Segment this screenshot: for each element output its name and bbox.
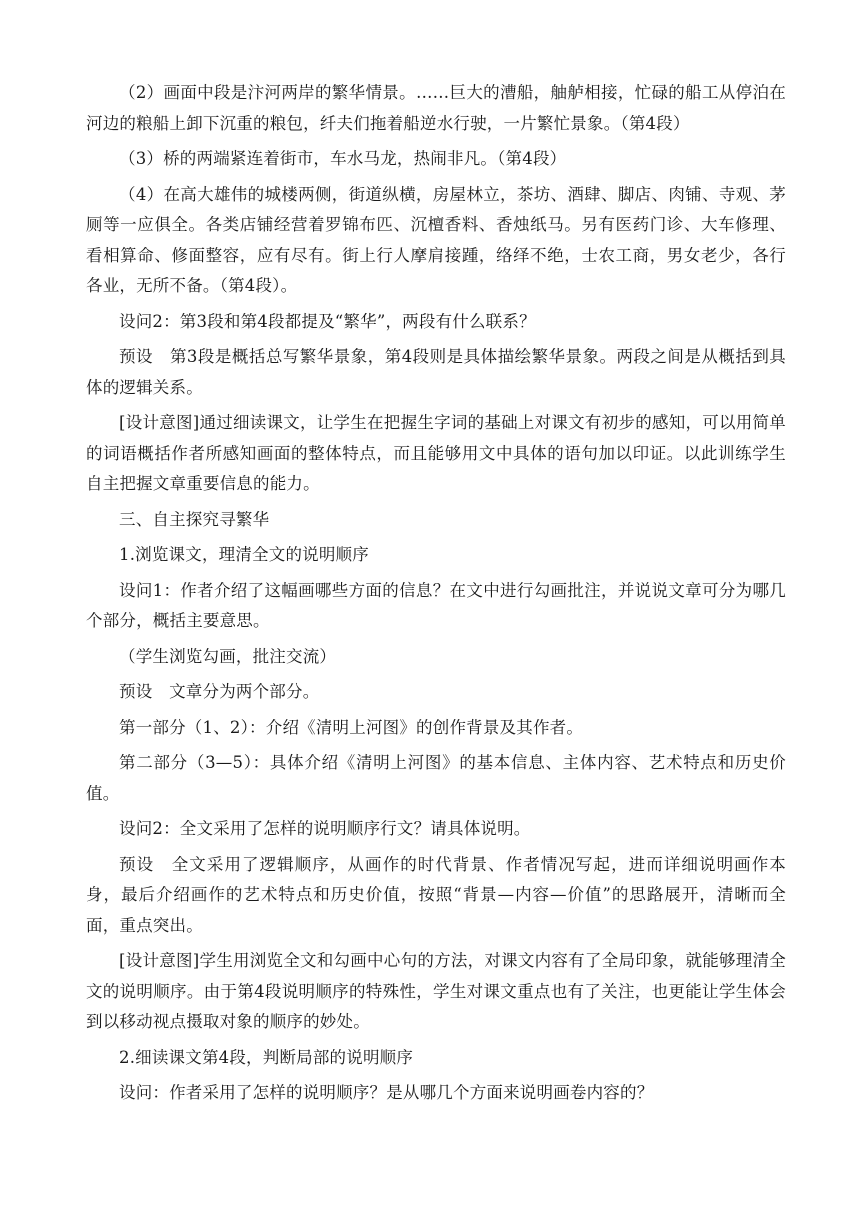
paragraph-scene-4: （4）在高大雄伟的城楼两侧，街道纵横，房屋林立，茶坊、酒肆、脚店、肉铺、寺观、茅厕等一应俱全。各类店铺经营着罗锦布匹、沉檀香料、香烛纸马。另有医药门诊、大车修理、看相算命、修面整容，应有尽有。街上行人摩肩接踵，络绎不绝，士农工商，男女老少，各行各业，无所不备。（第4段）。 [86, 184, 786, 295]
document-page [86, 78, 786, 1114]
paragraph-scene-2: （2）画面中段是汴河两岸的繁华情景。……巨大的漕船，舳舻相接，忙碌的船工从停泊在河边的粮船上卸下沉重的粮包，纤夫们拖着船逆水行驶，一片繁忙景象。（第4段） [86, 83, 786, 133]
paragraph-design-intent: [设计意图]通过细读课文，让学生在把握生字词的基础上对课文有初步的感知，可以用简单的词语概括作者所感知画面的整体特点，而且能够用文中具体的语句加以印证。以此训练学生自主把握文章重要信息的能力。 [86, 413, 786, 493]
paragraph-part-two: 第二部分（3—5）：具体介绍《清明上河图》的基本信息、主体内容、艺术特点和历史价值。 [86, 753, 786, 803]
paragraph-activity-note: （学生浏览勾画，批注交流） [119, 646, 337, 666]
paragraph-question-1: 设问1：作者介绍了这幅画哪些方面的信息？在文中进行勾画批注，并说说文章可分为哪几个部分，概括主要意思。 [86, 580, 786, 630]
paragraph-preset-order: 预设 全文采用了逻辑顺序，从画作的时代背景、作者情况写起，进而详细说明画作本身，最后介绍画作的艺术特点和历史价值，按照“背景—内容—价值”的思路展开，清晰而全面，重点突出。 [86, 854, 786, 935]
subsection-heading-1: 1.浏览课文，理清全文的说明顺序 [119, 545, 369, 564]
paragraph-question-order: 设问2：全文采用了怎样的说明顺序行文？请具体说明。 [119, 819, 531, 838]
paragraph-part-one: 第一部分（1、2）：介绍《清明上河图》的创作背景及其作者。 [119, 717, 584, 737]
paragraph-design-intent-2: [设计意图]学生用浏览全文和勾画中心句的方法，对课文内容有了全局印象，就能够理清全文的说明顺序。由于第4段说明顺序的特殊性，学生对课文重点也有了关注，也更能让学生体会到以移动视点摄取对象的顺序的妙处。 [86, 951, 786, 1031]
paragraph-scene-3: （3）桥的两端紧连着街市，车水马龙，热闹非凡。（第4段） [119, 149, 567, 168]
paragraph-preset-answer: 预设 第3段是概括总写繁华景象，第4段则是具体描绘繁华景象。两段之间是从概括到具体的逻辑关系。 [86, 347, 786, 397]
paragraph-question-2: 设问2：第3段和第4段都提及“繁华”，两段有什么联系？ [119, 311, 536, 331]
subsection-heading-2: 2.细读课文第4段，判断局部的说明顺序 [119, 1047, 414, 1067]
section-heading: 三、自主探究寻繁华 [119, 509, 270, 529]
paragraph-question-final: 设问：作者采用了怎样的说明顺序？是从哪几个方面来说明画卷内容的？ [119, 1083, 654, 1102]
paragraph-preset-parts: 预设 文章分为两个部分。 [119, 682, 320, 701]
